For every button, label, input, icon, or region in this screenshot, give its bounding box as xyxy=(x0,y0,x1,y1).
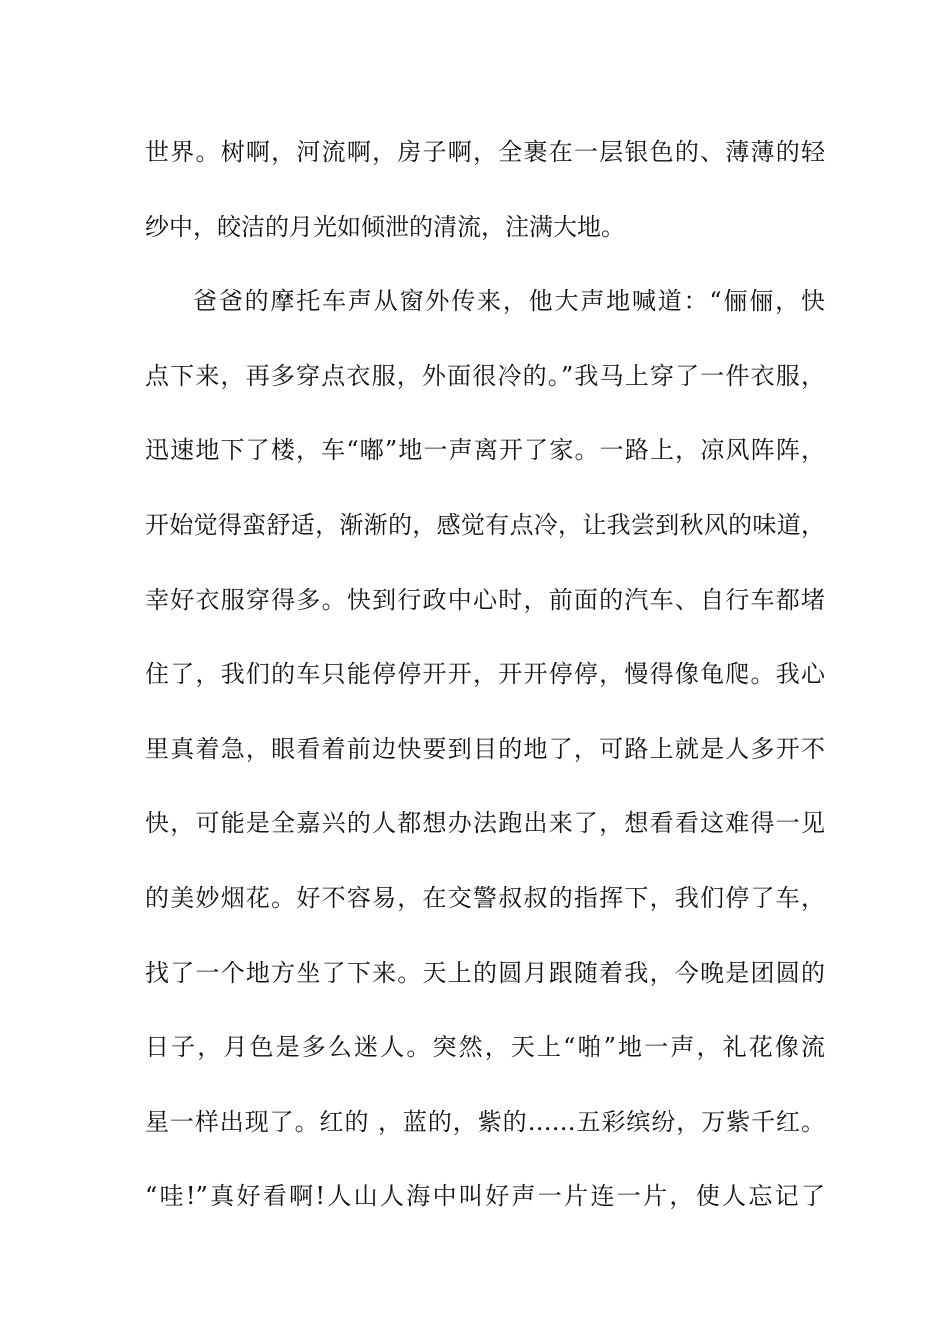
text-line: 开始觉得蛮舒适，渐渐的，感觉有点冷，让我尝到秋风的味道， xyxy=(145,510,825,539)
text-line: 世界。树啊，河流啊，房子啊，全裹在一层银色的、薄薄的轻 xyxy=(145,138,825,166)
text-line: 住了，我们的车只能停停开开，开开停停，慢得像龟爬。我心 xyxy=(145,660,825,689)
text-line: 星一样出现了。红的 ，蓝的，紫的……五彩缤纷，万紫千红。 xyxy=(145,1107,825,1136)
text-line: 日子，月色是多么迷人。突然，天上“啪”地一声，礼花像流 xyxy=(145,1033,825,1062)
text-line: 爸爸的摩托车声从窗外传来，他大声地喊道：“俪俪，快 xyxy=(193,287,825,316)
text-line: 快，可能是全嘉兴的人都想办法跑出来了，想看看这难得一见 xyxy=(145,809,825,838)
text-line: 里真着急，眼看着前边快要到目的地了，可路上就是人多开不 xyxy=(145,734,825,763)
text-line: “哇!”真好看啊!人山人海中叫好声一片连一片，使人忘记了 xyxy=(145,1182,825,1211)
text-line: 找了一个地方坐了下来。天上的圆月跟随着我，今晚是团圆的 xyxy=(145,958,825,987)
text-line: 纱中，皎洁的月光如倾泄的清流，注满大地。 xyxy=(145,212,625,241)
text-line: 点下来，再多穿点衣服，外面很冷的。”我马上穿了一件衣服， xyxy=(145,361,825,390)
text-line: 幸好衣服穿得多。快到行政中心时，前面的汽车、自行车都堵 xyxy=(145,585,825,614)
text-line: 迅速地下了楼，车“嘟”地一声离开了家。一路上，凉风阵阵， xyxy=(145,436,825,465)
body-text xyxy=(145,131,825,1250)
text-line: 的美妙烟花。好不容易，在交警叔叔的指挥下，我们停了车， xyxy=(145,883,825,912)
